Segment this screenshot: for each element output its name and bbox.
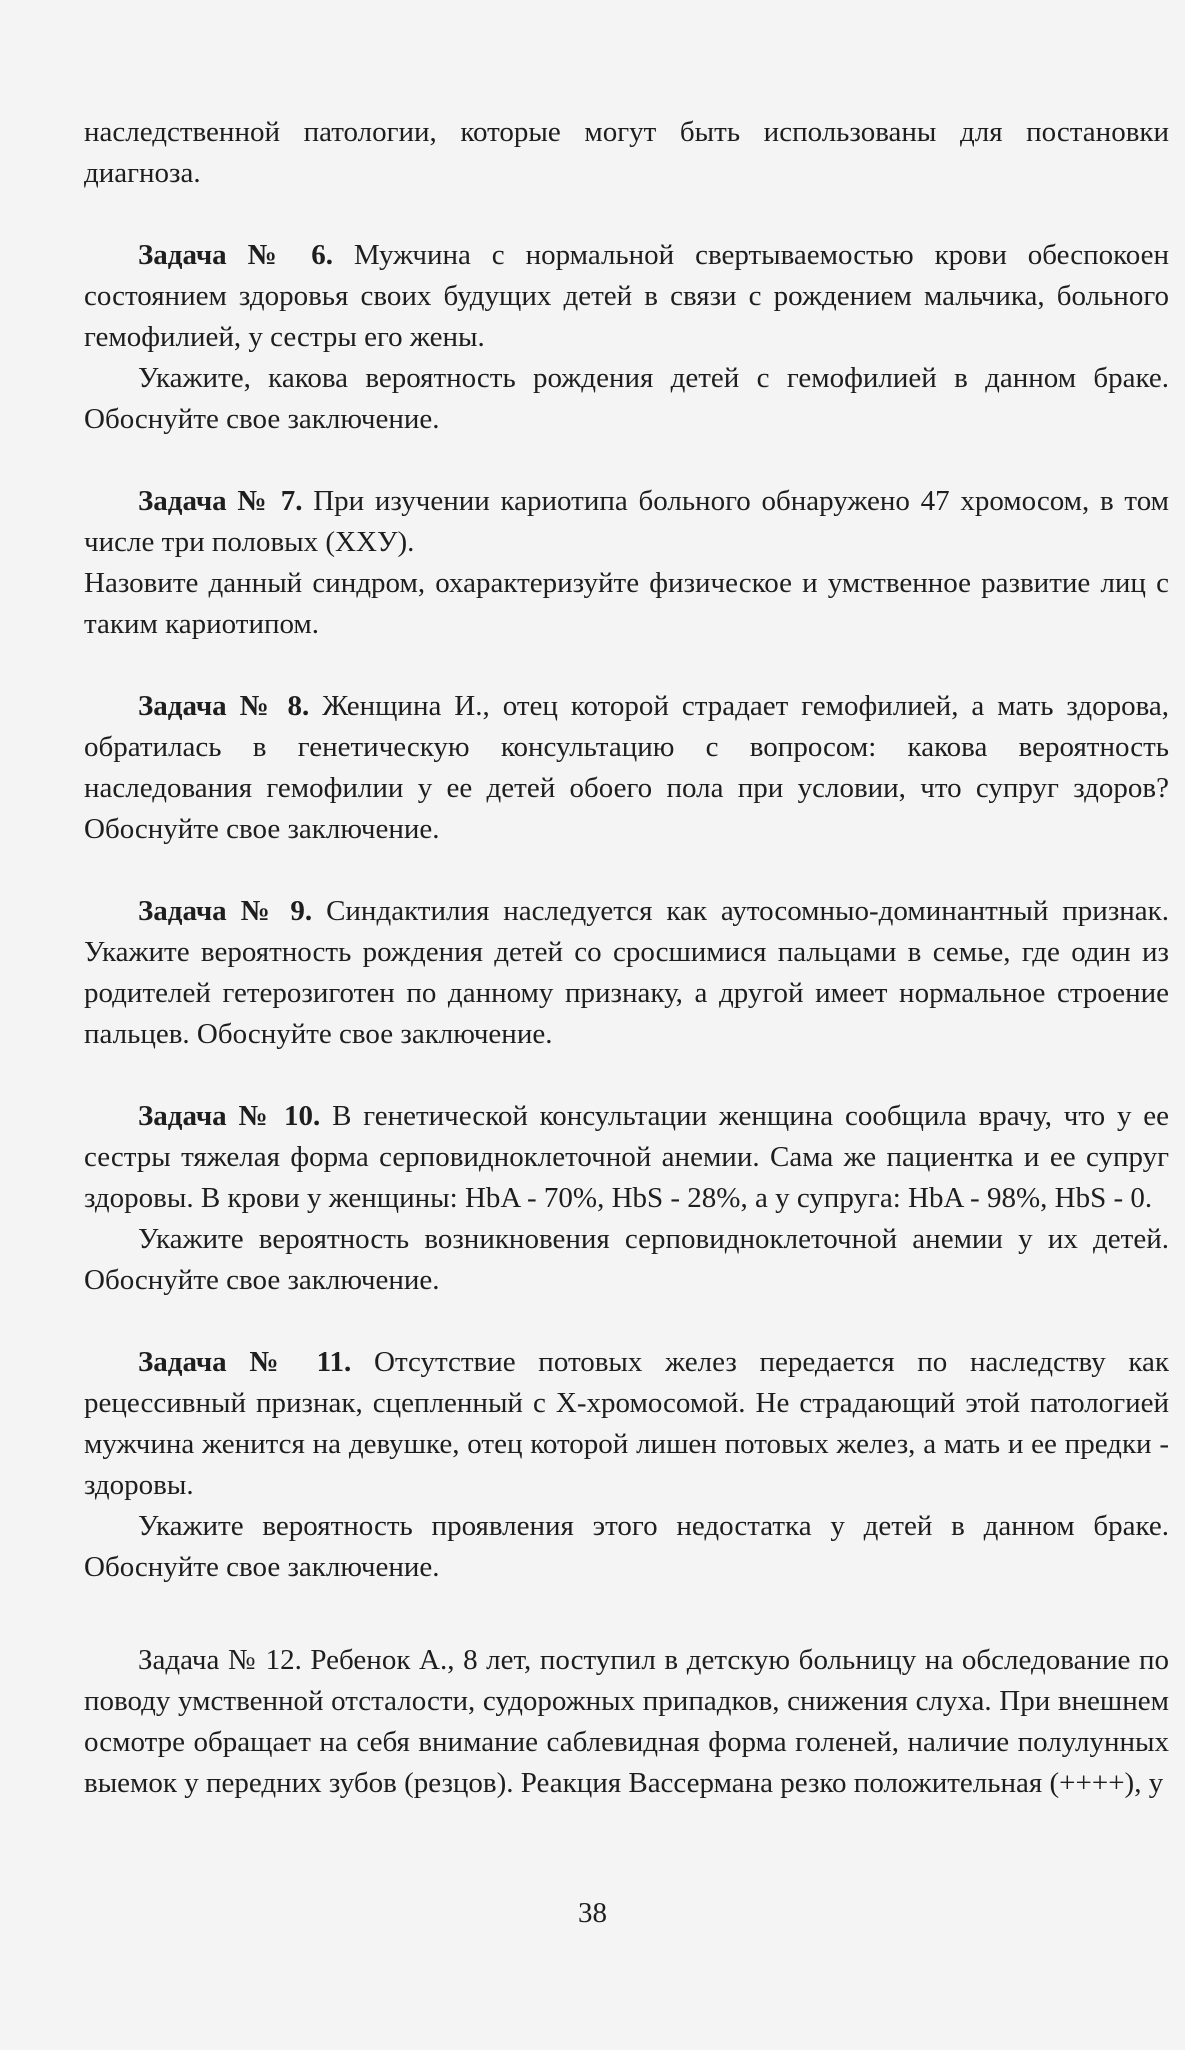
page-number: 38 bbox=[578, 1897, 607, 1929]
task-8-label: Задача № 8. bbox=[138, 690, 310, 722]
task-7 bbox=[84, 481, 1169, 645]
task-7-paragraph-2: Назовите данный синдром, охарактеризуйте физическое и умственное развитие лиц с таким кариотипом. bbox=[84, 567, 1169, 640]
task-9 bbox=[84, 891, 1169, 1055]
task-8 bbox=[84, 686, 1169, 850]
task-6-label: Задача № 6. bbox=[138, 239, 334, 271]
task-9-paragraph-1 bbox=[84, 891, 1169, 1055]
task-10-label: Задача № 10. bbox=[138, 1100, 321, 1132]
task-8-text-1: Женщина И., отец которой страдает гемофилией, а мать здорова, обратилась в генетическую консультацию с вопросом: какова вероятность наследования гемофилии у ее детей обоего пола при условии, что супруг здоров? Обоснуйте свое заключение. bbox=[84, 690, 1170, 845]
task-6 bbox=[84, 235, 1169, 440]
task-10-text-1: В генетической консультации женщина сообщила врачу, что у ее сестры тяжелая форма серповидноклеточной анемии. Сама же пациентка и ее супруг здоровы. В крови у женщины: HbA - 70%, HbS - 28%, а у супруга: HbA - 98%, HbS - 0. bbox=[84, 1100, 1170, 1214]
task-6-paragraph-2: Укажите, какова вероятность рождения детей с гемофилией в данном браке. Обоснуйте свое заключение. bbox=[84, 362, 1169, 435]
task-9-text-1: Синдактилия наследуется как аутосомныо-доминантный признак. Укажите вероятность рождения детей со сросшимися пальцами в семье, где один из родителей гетерозиготен по данному признаку, а другой имеет нормальное строение пальцев. Обоснуйте свое заключение. bbox=[84, 895, 1170, 1050]
task-7-paragraph-1 bbox=[84, 481, 1169, 563]
task-9-label: Задача № 9. bbox=[138, 895, 313, 927]
task-11 bbox=[84, 1342, 1169, 1588]
task-11-label: Задача № 11. bbox=[138, 1346, 352, 1378]
task-10-paragraph-2: Укажите вероятность возникновения серповидноклеточной анемии у их детей. Обоснуйте свое заключение. bbox=[84, 1223, 1169, 1296]
task-11-text-1: Отсутствие потовых желез передается по наследству как рецессивный признак, сцепленный с Х-хромосомой. Не страдающий этой патологией мужчина женится на девушке, отец которой лишен потовых желез, а мать и ее предки - здоровы. bbox=[84, 1346, 1170, 1501]
task-10 bbox=[84, 1096, 1169, 1301]
task-8-paragraph-1 bbox=[84, 686, 1169, 850]
task-11-paragraph-1 bbox=[84, 1342, 1169, 1506]
task-7-label: Задача № 7. bbox=[138, 485, 303, 517]
task-10-paragraph-1 bbox=[84, 1096, 1169, 1219]
task-7-text-1: При изучении кариотипа больного обнаружено 47 хромосом, в том числе три половых (ХХУ). bbox=[84, 485, 1170, 558]
task-12 bbox=[84, 1640, 1169, 1804]
task-11-paragraph-2: Укажите вероятность проявления этого недостатка у детей в данном браке. Обоснуйте свое заключение. bbox=[84, 1510, 1169, 1583]
intro-paragraph: наследственной патологии, которые могут быть использованы для постановки диагноза. bbox=[84, 116, 1169, 189]
task-12-paragraph-1: Задача № 12. Ребенок А., 8 лет, поступил в детскую больницу на обследование по поводу умственной отсталости, судорожных припадков, снижения слуха. При внешнем осмотре обращает на себя внимание саблевидная форма голеней, наличие полулунных выемок у передних зубов (резцов). Реакция Вассермана резко положительная (++++), у bbox=[84, 1644, 1169, 1799]
task-6-paragraph-1 bbox=[84, 235, 1169, 358]
task-6-text-1: Мужчина с нормальной свертываемостью крови обеспокоен состоянием здоровья своих будущих детей в связи с рождением мальчика, больного гемофилией, у сестры его жены. bbox=[84, 239, 1170, 353]
